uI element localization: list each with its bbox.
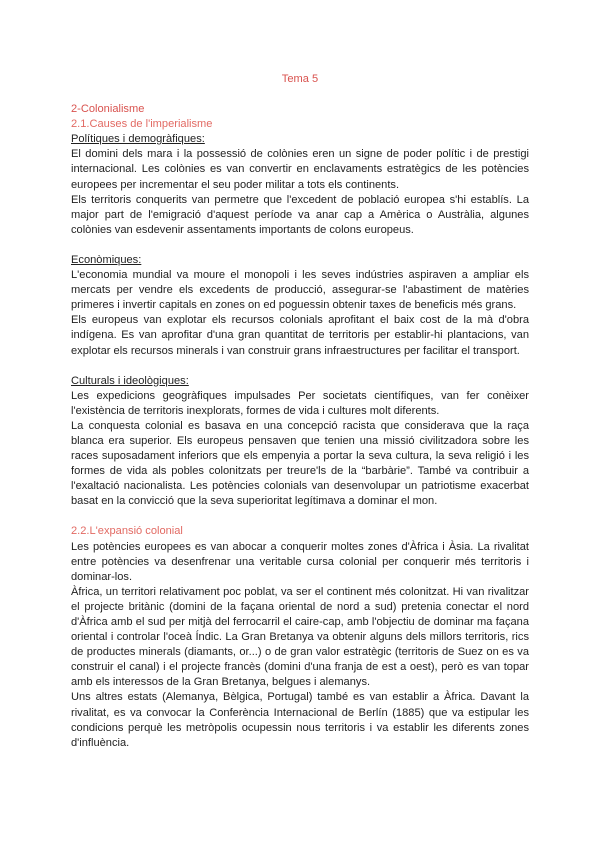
paragraph-expansion-2: Àfrica, un territori relativament poc poblat, va ser el continent més colonitzat. Hi van rivalitzar el projecte britànic (domini de la façana oriental de nord a sud) pretenia conectar el nord d'Àfrica amb el sud per mitjà del ferrocarril el caire-cap, amb l'objectiu de dominar ma façana oriental i controlar l'oceà Índic. La Gran Bretanya va obtenir alguns dels millors territoris, rics de productes minerals (diamants, or...) o de gran valor estratègic (territoris de Suez on es va construir el canal) i el projecte francès (domini d'una franja de est a oest), però es van topar amb els interessos de la Gran Bretanya, belgues i alemanys. (71, 585, 529, 689)
document-page (71, 72, 529, 751)
page-title: Tema 5 (281, 73, 319, 85)
paragraph-expansion-1: Les potències europees es van abocar a conquerir moltes zones d'Àfrica i Àsia. La rivalitat entre potències va desenfrenar una veritable cursa colonial per conquerir més territoris i dominar-los. (71, 540, 529, 583)
paragraph-cultural-2: La conquesta colonial es basava en una concepció racista que considerava que la raça blanca era superior. Els europeus pensaven que tenien una missió civilitzadora sobre les races suposadament inferiors que els empenyia a portar la seva cultura, la seva religió i les formes de vida als pobles colonitzats per treure'ls de la “barbàrie”. També va contribuir a l'exaltació nacionalista. Les potències colonials van desenvolupar un patriotisme exacerbat basat en la convicció que la seva superioritat legítimava a dominar el mon. (71, 419, 529, 508)
category-heading-economic: Econòmiques: (71, 253, 142, 266)
paragraph-cultural-1: Les expedicions geogràfiques impulsades Per societats científiques, van fer conèixer l'existència de territoris inexplorats, formes de vida i cultures molt diferents. (71, 389, 529, 417)
paragraph-political-2: Els territoris conquerits van permetre que l'excedent de població europea s'hi establís. La major part de l'emigració d'aquest període va anar cap a Amèrica o Austràlia, algunes colònies van esdevenir assentaments importants de colons europeus. (71, 193, 529, 236)
section-heading-colonialisme: 2-Colonialisme (71, 103, 145, 116)
subsection-heading-causes: 2.1.Causes de l'imperialisme (71, 118, 213, 131)
paragraph-economic-2: Els europeus van explotar els recursos colonials aprofitant el baix cost de la mà d'obra indígena. Es van aprofitar d'una gran quantitat de territoris per establir-hi plantacions, van explotar els recursos minerals i van construir grans infraestructures per facilitar el transport. (71, 314, 529, 357)
paragraph-economic-1: L'economia mundial va moure el monopoli i les seves indústries aspiraven a ampliar els mercats per vendre els excedents de producció, assegurar-se l'abastiment de matèries primeres i invertir capitals en zones on ed poguessin obtenir taxes de beneficis més grans. (71, 269, 529, 312)
category-heading-cultural: Culturals i ideològiques: (71, 374, 189, 387)
paragraph-expansion-3: Uns altres estats (Alemanya, Bèlgica, Portugal) també es van establir a Àfrica. Davant la rivalitat, es va convocar la Conferència Internacional de Berlín (1885) que va estipular les condicions perquè les metròpolis ocupessin nous territoris i va establir les diferents zones d'influència. (71, 691, 529, 749)
category-heading-political: Polítiques i demogràfiques: (71, 133, 205, 146)
subsection-heading-expansion: 2.2.L'expansió colonial (71, 525, 183, 538)
paragraph-political-1: El domini dels mara i la possessió de colònies eren un signe de poder polític i de prestigi internacional. Les colònies es van convertir en enclavaments estratègics de les potències europees per incrementar el seu poder militar a tots els continents. (71, 148, 529, 191)
